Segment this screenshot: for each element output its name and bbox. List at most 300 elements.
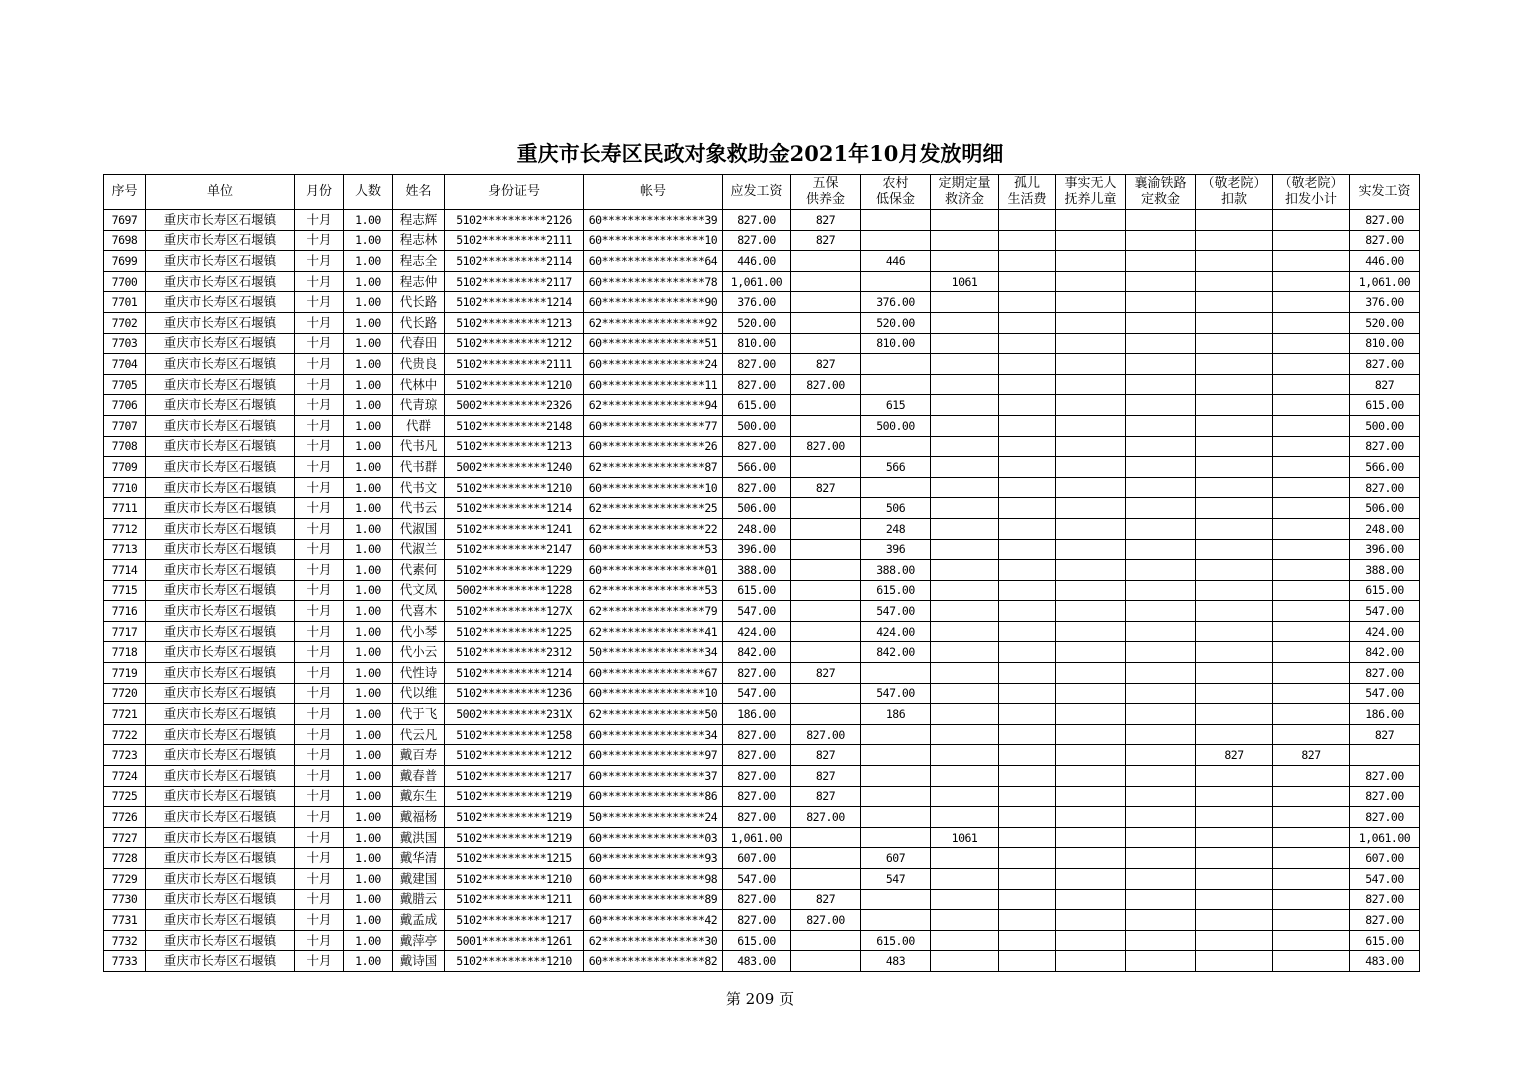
- table-cell: 十月: [295, 621, 344, 642]
- table-cell: [931, 477, 999, 498]
- table-cell: [1056, 271, 1126, 292]
- table-cell: [999, 230, 1056, 251]
- table-cell: 7703: [104, 333, 146, 354]
- table-cell: [861, 230, 931, 251]
- table-row: [104, 889, 1420, 910]
- table-cell: 1.00: [344, 230, 393, 251]
- table-cell: [931, 869, 999, 890]
- table-cell: 代长路: [393, 292, 445, 313]
- table-cell: [1126, 374, 1196, 395]
- table-cell: 7720: [104, 683, 146, 704]
- table-cell: 60****************11: [584, 374, 723, 395]
- table-cell: [1126, 807, 1196, 828]
- table-cell: 827.00: [1350, 766, 1420, 787]
- table-cell: 十月: [295, 415, 344, 436]
- table-cell: 60****************98: [584, 869, 723, 890]
- table-cell: [861, 354, 931, 375]
- table-cell: 十月: [295, 704, 344, 725]
- table-cell: 7722: [104, 724, 146, 745]
- table-cell: 1,061.00: [1350, 827, 1420, 848]
- column-header: 月份: [295, 175, 344, 210]
- table-cell: 7701: [104, 292, 146, 313]
- table-row: [104, 292, 1420, 313]
- table-cell: 7708: [104, 436, 146, 457]
- table-cell: 5102**********127X: [445, 601, 584, 622]
- table-cell: 60****************24: [584, 354, 723, 375]
- table-cell: 827: [791, 889, 861, 910]
- table-cell: [999, 415, 1056, 436]
- table-row: [104, 786, 1420, 807]
- table-cell: 547.00: [861, 683, 931, 704]
- table-cell: 十月: [295, 848, 344, 869]
- table-cell: [1273, 683, 1350, 704]
- table-row: [104, 642, 1420, 663]
- table-cell: 7712: [104, 518, 146, 539]
- table-cell: [1056, 683, 1126, 704]
- table-cell: 代群: [393, 415, 445, 436]
- table-cell: [1273, 951, 1350, 972]
- table-cell: 重庆市长寿区石堰镇: [146, 951, 295, 972]
- table-cell: 7732: [104, 930, 146, 951]
- table-cell: [1273, 869, 1350, 890]
- table-cell: 1.00: [344, 827, 393, 848]
- table-cell: [791, 415, 861, 436]
- table-cell: [1196, 230, 1273, 251]
- table-cell: 483.00: [723, 951, 791, 972]
- table-cell: [1273, 230, 1350, 251]
- table-row: [104, 580, 1420, 601]
- table-cell: [931, 539, 999, 560]
- table-cell: 827.00: [1350, 210, 1420, 231]
- table-cell: [999, 271, 1056, 292]
- table-cell: [931, 889, 999, 910]
- table-cell: 827: [791, 766, 861, 787]
- table-cell: [931, 601, 999, 622]
- table-cell: 1.00: [344, 724, 393, 745]
- table-cell: 7709: [104, 457, 146, 478]
- table-cell: 547.00: [861, 601, 931, 622]
- table-cell: 5102**********1241: [445, 518, 584, 539]
- table-cell: 十月: [295, 354, 344, 375]
- table-cell: 62****************30: [584, 930, 723, 951]
- table-cell: [861, 724, 931, 745]
- table-cell: 十月: [295, 807, 344, 828]
- column-header: 孤儿 生活费: [999, 175, 1056, 210]
- table-cell: [791, 560, 861, 581]
- table-cell: 5102**********2111: [445, 230, 584, 251]
- table-cell: [1196, 869, 1273, 890]
- table-cell: [1056, 704, 1126, 725]
- table-cell: 60****************93: [584, 848, 723, 869]
- table-cell: [1273, 930, 1350, 951]
- table-cell: 248: [861, 518, 931, 539]
- table-cell: 7715: [104, 580, 146, 601]
- table-cell: 十月: [295, 312, 344, 333]
- table-cell: [1196, 724, 1273, 745]
- table-cell: [999, 848, 1056, 869]
- table-cell: [999, 683, 1056, 704]
- table-cell: [1273, 889, 1350, 910]
- table-cell: [999, 374, 1056, 395]
- table-cell: [931, 786, 999, 807]
- table-cell: 重庆市长寿区石堰镇: [146, 601, 295, 622]
- table-cell: 重庆市长寿区石堰镇: [146, 827, 295, 848]
- table-cell: [1056, 560, 1126, 581]
- table-cell: 1.00: [344, 312, 393, 333]
- table-cell: [1196, 415, 1273, 436]
- table-cell: 5102**********1217: [445, 766, 584, 787]
- table-cell: [791, 621, 861, 642]
- column-header: 身份证号: [445, 175, 584, 210]
- column-header: 单位: [146, 175, 295, 210]
- column-header: （敬老院） 扣发小计: [1273, 175, 1350, 210]
- table-cell: 483: [861, 951, 931, 972]
- table-cell: 7724: [104, 766, 146, 787]
- table-cell: 424.00: [861, 621, 931, 642]
- table-cell: 重庆市长寿区石堰镇: [146, 477, 295, 498]
- table-cell: 5002**********231X: [445, 704, 584, 725]
- table-cell: [861, 477, 931, 498]
- table-cell: 827: [791, 354, 861, 375]
- table-cell: 1.00: [344, 251, 393, 272]
- table-cell: 十月: [295, 498, 344, 519]
- table-cell: 1.00: [344, 518, 393, 539]
- table-cell: 1.00: [344, 869, 393, 890]
- table-row: [104, 766, 1420, 787]
- table-cell: 7725: [104, 786, 146, 807]
- table-cell: [1056, 910, 1126, 931]
- table-cell: [999, 477, 1056, 498]
- table-row: [104, 704, 1420, 725]
- table-cell: 十月: [295, 477, 344, 498]
- table-cell: [1196, 374, 1273, 395]
- table-cell: 十月: [295, 910, 344, 931]
- table-cell: 7719: [104, 663, 146, 684]
- table-cell: 5102**********1210: [445, 374, 584, 395]
- table-cell: [931, 292, 999, 313]
- table-cell: [1056, 930, 1126, 951]
- table-row: [104, 869, 1420, 890]
- table-cell: [1126, 518, 1196, 539]
- table-cell: [999, 930, 1056, 951]
- table-cell: 827.00: [791, 724, 861, 745]
- table-cell: 827.00: [723, 477, 791, 498]
- table-cell: [791, 951, 861, 972]
- table-cell: 5102**********1225: [445, 621, 584, 642]
- table-row: [104, 910, 1420, 931]
- table-cell: 7728: [104, 848, 146, 869]
- table-cell: 5102**********1219: [445, 827, 584, 848]
- table-cell: 520.00: [861, 312, 931, 333]
- table-cell: [999, 457, 1056, 478]
- table-row: [104, 415, 1420, 436]
- table-cell: [1273, 518, 1350, 539]
- table-cell: 483.00: [1350, 951, 1420, 972]
- table-cell: 547.00: [723, 683, 791, 704]
- table-cell: [791, 683, 861, 704]
- table-cell: 446: [861, 251, 931, 272]
- table-cell: [861, 827, 931, 848]
- table-cell: [1196, 910, 1273, 931]
- table-cell: [999, 910, 1056, 931]
- table-cell: 十月: [295, 930, 344, 951]
- table-cell: 62****************50: [584, 704, 723, 725]
- table-cell: 重庆市长寿区石堰镇: [146, 292, 295, 313]
- table-cell: 62****************22: [584, 518, 723, 539]
- table-row: [104, 457, 1420, 478]
- table-cell: [931, 395, 999, 416]
- table-cell: 7723: [104, 745, 146, 766]
- table-cell: [791, 539, 861, 560]
- table-cell: 60****************77: [584, 415, 723, 436]
- table-cell: 十月: [295, 210, 344, 231]
- table-cell: 827.00: [1350, 477, 1420, 498]
- table-cell: [999, 827, 1056, 848]
- table-cell: 重庆市长寿区石堰镇: [146, 930, 295, 951]
- table-cell: [791, 457, 861, 478]
- table-cell: 重庆市长寿区石堰镇: [146, 910, 295, 931]
- table-cell: [1126, 415, 1196, 436]
- table-row: [104, 436, 1420, 457]
- table-cell: 1.00: [344, 580, 393, 601]
- table-cell: 5102**********1217: [445, 910, 584, 931]
- table-cell: [861, 910, 931, 931]
- table-cell: [1273, 251, 1350, 272]
- table-cell: [1196, 498, 1273, 519]
- table-cell: 代贵良: [393, 354, 445, 375]
- table-cell: 827.00: [1350, 786, 1420, 807]
- table-cell: [1273, 415, 1350, 436]
- table-cell: 446.00: [1350, 251, 1420, 272]
- table-cell: 827.00: [791, 910, 861, 931]
- table-cell: 186.00: [723, 704, 791, 725]
- table-cell: [931, 436, 999, 457]
- table-cell: 重庆市长寿区石堰镇: [146, 436, 295, 457]
- table-cell: 7698: [104, 230, 146, 251]
- table-cell: 500.00: [861, 415, 931, 436]
- table-cell: [1196, 457, 1273, 478]
- table-cell: 7733: [104, 951, 146, 972]
- table-cell: [1196, 827, 1273, 848]
- table-cell: [1273, 601, 1350, 622]
- table-cell: 388.00: [861, 560, 931, 581]
- table-cell: [999, 663, 1056, 684]
- table-cell: [999, 621, 1056, 642]
- table-cell: 60****************10: [584, 683, 723, 704]
- table-cell: [999, 395, 1056, 416]
- table-cell: 827.00: [723, 663, 791, 684]
- table-cell: [1273, 642, 1350, 663]
- table-cell: 1.00: [344, 807, 393, 828]
- table-cell: [1126, 827, 1196, 848]
- table-cell: 5102**********1219: [445, 786, 584, 807]
- table-cell: 7726: [104, 807, 146, 828]
- table-row: [104, 251, 1420, 272]
- table-cell: 5102**********2312: [445, 642, 584, 663]
- table-row: [104, 560, 1420, 581]
- table-cell: 1.00: [344, 539, 393, 560]
- table-cell: [861, 663, 931, 684]
- table-cell: 842.00: [1350, 642, 1420, 663]
- table-cell: [999, 704, 1056, 725]
- table-cell: [999, 580, 1056, 601]
- table-cell: [791, 642, 861, 663]
- table-cell: 5102**********2114: [445, 251, 584, 272]
- table-cell: [1196, 642, 1273, 663]
- table-cell: 446.00: [723, 251, 791, 272]
- table-cell: [999, 312, 1056, 333]
- table-cell: 827.00: [723, 724, 791, 745]
- table-cell: 60****************82: [584, 951, 723, 972]
- table-cell: [1056, 848, 1126, 869]
- column-header: 定期定量 救济金: [931, 175, 999, 210]
- table-cell: [861, 766, 931, 787]
- table-cell: 566: [861, 457, 931, 478]
- table-cell: 1.00: [344, 333, 393, 354]
- table-cell: 重庆市长寿区石堰镇: [146, 395, 295, 416]
- table-cell: 60****************26: [584, 436, 723, 457]
- table-cell: 十月: [295, 374, 344, 395]
- column-header: 帐号: [584, 175, 723, 210]
- table-cell: [1126, 704, 1196, 725]
- table-cell: 十月: [295, 271, 344, 292]
- table-cell: [1196, 560, 1273, 581]
- table-cell: 5102**********1214: [445, 498, 584, 519]
- table-cell: [1273, 621, 1350, 642]
- table-cell: [1196, 601, 1273, 622]
- table-cell: [931, 724, 999, 745]
- table-cell: 827.00: [723, 210, 791, 231]
- table-cell: 重庆市长寿区石堰镇: [146, 518, 295, 539]
- table-cell: [999, 786, 1056, 807]
- table-cell: 1.00: [344, 560, 393, 581]
- table-cell: [999, 766, 1056, 787]
- table-cell: 十月: [295, 889, 344, 910]
- table-cell: [1350, 745, 1420, 766]
- table-cell: 1.00: [344, 395, 393, 416]
- table-cell: [1056, 827, 1126, 848]
- table-row: [104, 930, 1420, 951]
- table-cell: 396.00: [1350, 539, 1420, 560]
- table-cell: 戴诗国: [393, 951, 445, 972]
- table-cell: [1196, 889, 1273, 910]
- table-cell: 827.00: [791, 374, 861, 395]
- table-cell: [999, 333, 1056, 354]
- table-cell: 547: [861, 869, 931, 890]
- table-cell: 842.00: [861, 642, 931, 663]
- table-cell: [791, 601, 861, 622]
- table-cell: [791, 395, 861, 416]
- table-cell: 7727: [104, 827, 146, 848]
- table-cell: 827.00: [1350, 910, 1420, 931]
- table-cell: [1196, 704, 1273, 725]
- table-cell: 5102**********2111: [445, 354, 584, 375]
- table-cell: 7704: [104, 354, 146, 375]
- table-cell: [1126, 292, 1196, 313]
- table-cell: 重庆市长寿区石堰镇: [146, 766, 295, 787]
- table-row: [104, 827, 1420, 848]
- table-cell: 388.00: [1350, 560, 1420, 581]
- table-cell: [1126, 663, 1196, 684]
- table-cell: 7729: [104, 869, 146, 890]
- table-cell: 547.00: [1350, 869, 1420, 890]
- table-cell: 60****************90: [584, 292, 723, 313]
- table-cell: 827: [791, 745, 861, 766]
- table-cell: [1273, 786, 1350, 807]
- table-cell: [1056, 415, 1126, 436]
- table-cell: [1273, 560, 1350, 581]
- table-cell: [861, 436, 931, 457]
- table-cell: [1126, 621, 1196, 642]
- table-cell: 424.00: [1350, 621, 1420, 642]
- table-cell: [861, 786, 931, 807]
- table-cell: 827: [1350, 724, 1420, 745]
- table-row: [104, 807, 1420, 828]
- table-row: [104, 230, 1420, 251]
- table-cell: 重庆市长寿区石堰镇: [146, 889, 295, 910]
- table-cell: 396: [861, 539, 931, 560]
- table-cell: 1.00: [344, 457, 393, 478]
- table-cell: 重庆市长寿区石堰镇: [146, 498, 295, 519]
- table-cell: 827.00: [1350, 807, 1420, 828]
- table-cell: [1126, 683, 1196, 704]
- table-cell: 1.00: [344, 745, 393, 766]
- table-cell: 代春田: [393, 333, 445, 354]
- table-cell: [1056, 518, 1126, 539]
- table-cell: 7707: [104, 415, 146, 436]
- table-cell: 5102**********1214: [445, 663, 584, 684]
- table-cell: 5002**********1240: [445, 457, 584, 478]
- table-cell: [931, 621, 999, 642]
- table-row: [104, 848, 1420, 869]
- column-header: 事实无人 抚养儿童: [1056, 175, 1126, 210]
- table-cell: 戴华清: [393, 848, 445, 869]
- table-cell: 827.00: [723, 807, 791, 828]
- table-cell: [861, 210, 931, 231]
- table-cell: [861, 374, 931, 395]
- table-cell: [1196, 251, 1273, 272]
- table-cell: 547.00: [1350, 683, 1420, 704]
- table-cell: 827.00: [723, 745, 791, 766]
- table-cell: 5002**********1228: [445, 580, 584, 601]
- table-cell: 重庆市长寿区石堰镇: [146, 251, 295, 272]
- table-cell: 重庆市长寿区石堰镇: [146, 807, 295, 828]
- table-cell: [1196, 210, 1273, 231]
- table-cell: 戴百寿: [393, 745, 445, 766]
- table-cell: 7705: [104, 374, 146, 395]
- document-title: 重庆市长寿区民政对象救助金2021年10月发放明细: [516, 141, 1004, 166]
- table-cell: [1196, 580, 1273, 601]
- table-cell: 7710: [104, 477, 146, 498]
- table-cell: 615.00: [1350, 580, 1420, 601]
- table-cell: [1273, 766, 1350, 787]
- table-cell: 62****************79: [584, 601, 723, 622]
- table-cell: 1.00: [344, 354, 393, 375]
- table-cell: 重庆市长寿区石堰镇: [146, 312, 295, 333]
- column-header: 农村 低保金: [861, 175, 931, 210]
- table-cell: [931, 251, 999, 272]
- table-cell: [1126, 951, 1196, 972]
- table-cell: 1.00: [344, 889, 393, 910]
- table-cell: 842.00: [723, 642, 791, 663]
- table-cell: 827.00: [723, 436, 791, 457]
- table-cell: 重庆市长寿区石堰镇: [146, 210, 295, 231]
- table-cell: 重庆市长寿区石堰镇: [146, 580, 295, 601]
- table-cell: [999, 869, 1056, 890]
- table-cell: [931, 930, 999, 951]
- table-cell: 810.00: [1350, 333, 1420, 354]
- table-cell: [1126, 251, 1196, 272]
